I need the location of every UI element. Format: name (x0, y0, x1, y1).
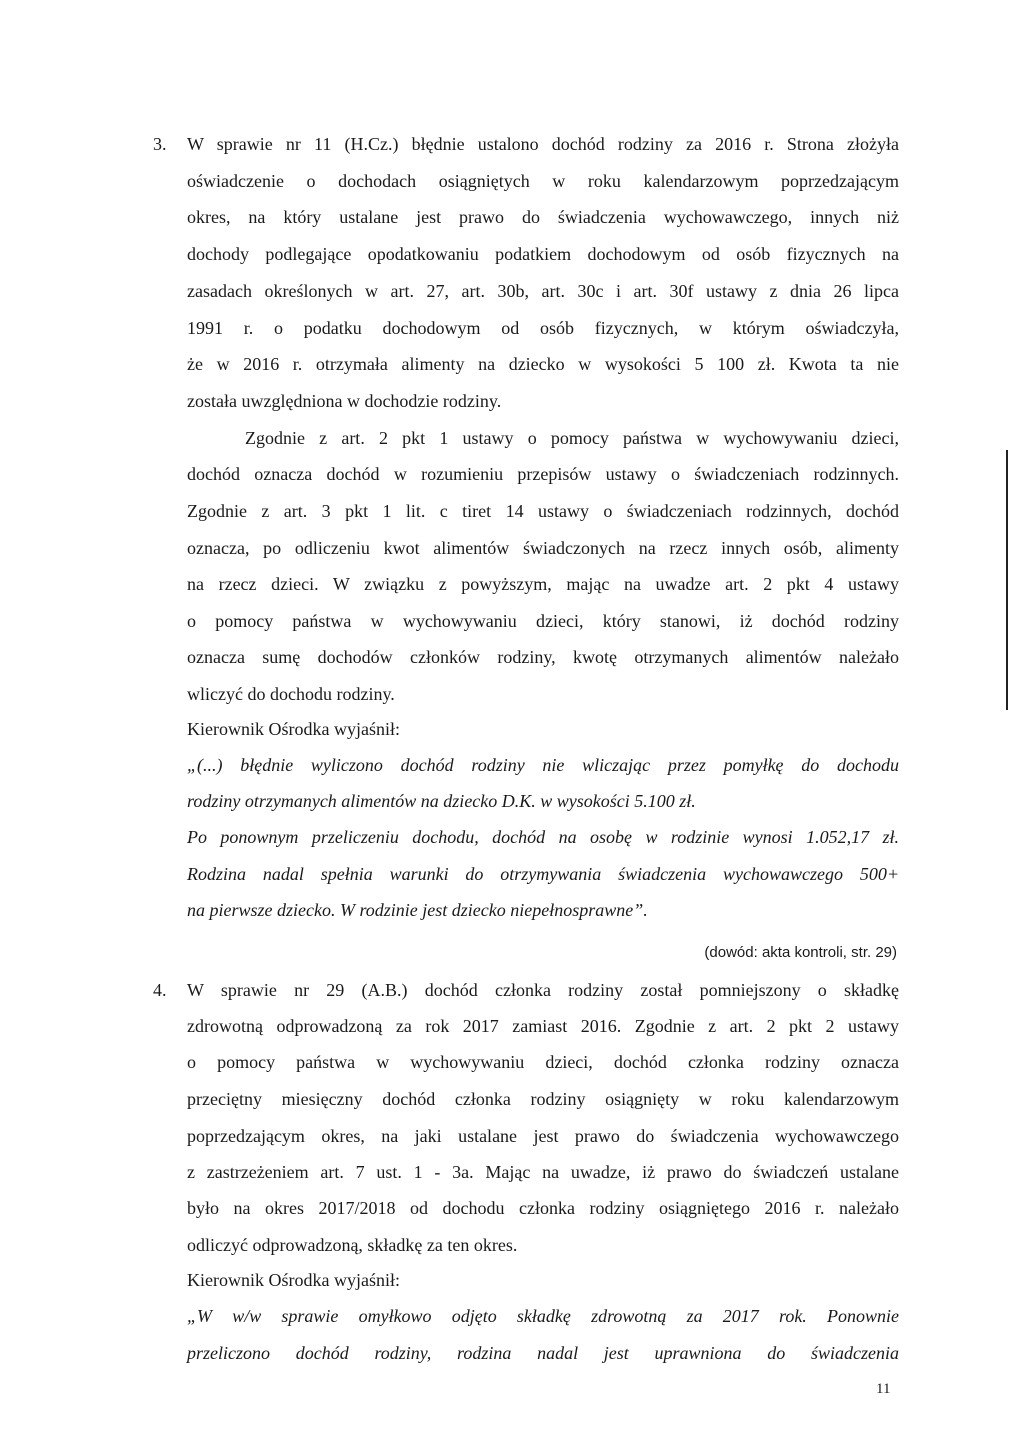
item-4-line-5: poprzedzającym okres, na jaki ustalane jest prawo do świadczenia wychowawczego (187, 1126, 899, 1146)
item-3-para2-line-4: oznacza, po odliczeniu kwot alimentów świadczonych na rzecz innych osób, alimenty (187, 538, 899, 558)
item-4-line-6: z zastrzeżeniem art. 7 ust. 1 - 3a. Mając na uwadze, iż prawo do świadczeń ustalane (187, 1162, 899, 1182)
item-4-line-4: przeciętny miesięczny dochód członka rodziny osiągnięty w roku kalendarzowym (187, 1089, 899, 1109)
item-4-quote-line-1: „W w/w sprawie omyłkowo odjęto składkę zdrowotną za 2017 rok. Ponownie (187, 1306, 899, 1326)
item-3-line-4: dochody podlegające opodatkowaniu podatkiem dochodowym od osób fizycznych na (187, 244, 899, 264)
item-3-quote-line-3: Po ponownym przeliczeniu dochodu, dochód na osobę w rodzinie wynosi 1.052,17 zł. (187, 827, 899, 847)
item-3-para2-line-7: oznacza sumę dochodów członków rodziny, kwotę otrzymanych alimentów należało (187, 647, 899, 667)
item-4-line-2: zdrowotną odprowadzoną za rok 2017 zamiast 2016. Zgodnie z art. 2 pkt 2 ustawy (187, 1016, 899, 1036)
item-number: 4. (153, 980, 167, 1000)
item-4-line-8: odliczyć odprowadzoną, składkę za ten okres. (187, 1235, 518, 1255)
item-3-line-6: 1991 r. o podatku dochodowym od osób fizycznych, w którym oświadczyła, (187, 318, 899, 338)
item-3-line-7: że w 2016 r. otrzymała alimenty na dziecko w wysokości 5 100 zł. Kwota ta nie (187, 354, 899, 374)
item-3-line-3: okres, na który ustalane jest prawo do świadczenia wychowawczego, innych niż (187, 207, 899, 227)
item-3-quote-line-4: Rodzina nadal spełnia warunki do otrzymywania świadczenia wychowawczego 500+ (187, 864, 899, 884)
item-3-para2-line-8: wliczyć do dochodu rodziny. (187, 684, 395, 704)
item-4-quote-line-2: przeliczono dochód rodziny, rodzina nadal jest uprawniona do świadczenia (187, 1343, 899, 1363)
item-3-quote-line-1: „(...) błędnie wyliczono dochód rodziny nie wliczając przez pomyłkę do dochodu (187, 755, 899, 775)
page-number: 11 (876, 1381, 891, 1397)
margin-rule (1006, 450, 1008, 710)
item-3-line-5: zasadach określonych w art. 27, art. 30b, art. 30c i art. 30f ustawy z dnia 26 lipca (187, 281, 899, 301)
item-3-line-8: została uwzględniona w dochodzie rodziny. (187, 391, 502, 411)
item-3-para2-line-1: Zgodnie z art. 2 pkt 1 ustawy o pomocy państwa w wychowywaniu dzieci, (245, 428, 899, 448)
evidence-reference: (dowód: akta kontroli, str. 29) (704, 944, 897, 961)
item-3-line-2: oświadczenie o dochodach osiągniętych w roku kalendarzowym poprzedzającym (187, 171, 899, 191)
item-3-para2-line-6: o pomocy państwa w wychowywaniu dzieci, który stanowi, iż dochód rodziny (187, 611, 899, 631)
item-3-para2-line-2: dochód oznacza dochód w rozumieniu przepisów ustawy o świadczeniach rodzinnych. (187, 464, 899, 484)
item-4-line-7: było na okres 2017/2018 od dochodu członka rodziny osiągniętego 2016 r. należało (187, 1198, 899, 1218)
item-3-explain-label: Kierownik Ośrodka wyjaśnił: (187, 719, 400, 739)
item-3-para2-line-3: Zgodnie z art. 3 pkt 1 lit. c tiret 14 ustawy o świadczeniach rodzinnych, dochód (187, 501, 899, 521)
item-3-para2-line-5: na rzecz dzieci. W związku z powyższym, mając na uwadze art. 2 pkt 4 ustawy (187, 574, 899, 594)
item-4-line-3: o pomocy państwa w wychowywaniu dzieci, dochód członka rodziny oznacza (187, 1052, 899, 1072)
item-4-explain-label: Kierownik Ośrodka wyjaśnił: (187, 1270, 400, 1290)
item-4-line-1: W sprawie nr 29 (A.B.) dochód członka rodziny został pomniejszony o składkę (187, 980, 899, 1000)
item-3-quote-line-2: rodziny otrzymanych alimentów na dziecko D.K. w wysokości 5.100 zł. (187, 791, 696, 811)
item-3-quote-line-5: na pierwsze dziecko. W rodzinie jest dziecko niepełnosprawne”. (187, 900, 648, 920)
item-3-line-1: W sprawie nr 11 (H.Cz.) błędnie ustalono dochód rodziny za 2016 r. Strona złożyła (187, 134, 899, 154)
item-number: 3. (153, 134, 167, 154)
